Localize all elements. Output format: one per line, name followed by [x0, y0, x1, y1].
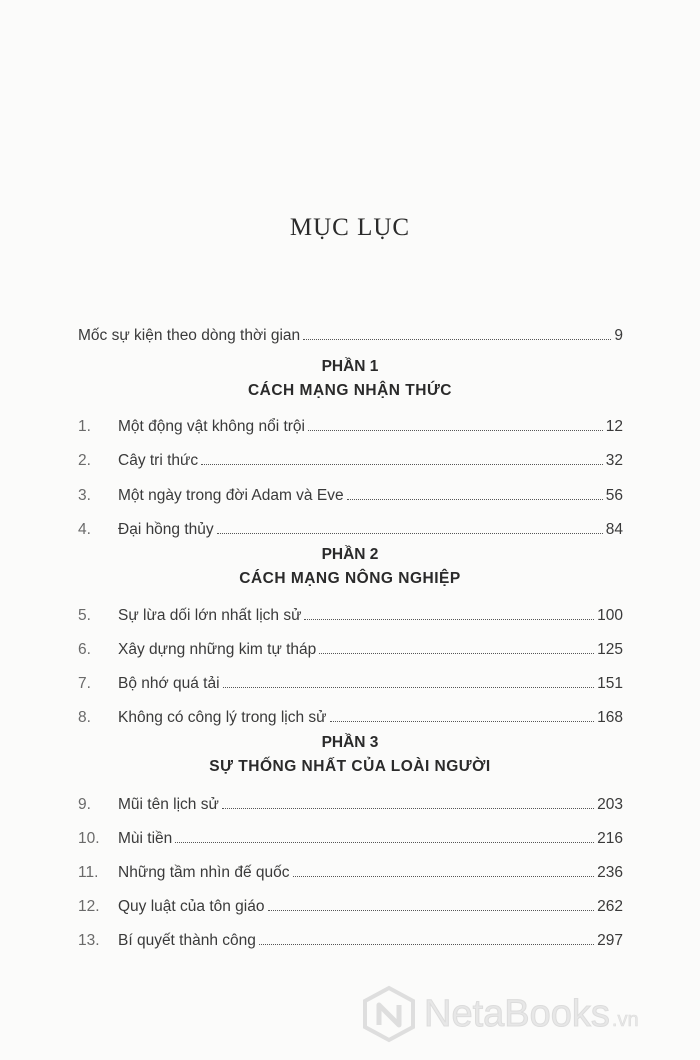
dot-leader [201, 464, 603, 465]
dot-leader [293, 876, 595, 877]
entry-title: Không có công lý trong lịch sử [118, 709, 327, 726]
toc-entry[interactable] [78, 669, 623, 693]
entry-title: Bí quyết thành công [118, 932, 256, 949]
dot-leader [217, 533, 603, 534]
entry-title: Mũi tên lịch sử [118, 796, 219, 813]
part-label: PHẦN 3 [321, 734, 379, 751]
toc-entry[interactable] [78, 824, 623, 848]
toc-entry[interactable] [78, 446, 623, 470]
entry-title: Mốc sự kiện theo dòng thời gian [78, 327, 301, 344]
part-label: PHẦN 1 [321, 358, 379, 375]
dot-leader [222, 808, 594, 809]
dot-leader [304, 619, 594, 620]
netabooks-logo-icon [360, 985, 418, 1043]
part-label: PHẦN 2 [321, 546, 379, 563]
entry-title: Đại hồng thủy [118, 521, 214, 538]
watermark [360, 985, 639, 1043]
entry-title: Một động vật không nổi trội [118, 418, 305, 435]
dot-leader [268, 910, 595, 911]
toc-entry[interactable] [78, 635, 623, 659]
entry-number: 7. [78, 675, 91, 692]
entry-page: 100 [597, 607, 623, 624]
entry-page: 168 [597, 709, 623, 726]
entry-page: 12 [605, 418, 623, 435]
part-title: CÁCH MẠNG NÔNG NGHIỆP [239, 570, 461, 587]
dot-leader [303, 339, 611, 340]
toc-entry[interactable] [78, 703, 623, 727]
dot-leader [223, 687, 595, 688]
entry-page: 9 [614, 327, 623, 344]
entry-number: 13. [78, 932, 100, 949]
page-title: MỤC LỤC [289, 214, 411, 241]
entry-page: 297 [597, 932, 623, 949]
entry-page: 56 [605, 487, 623, 504]
entry-title: Cây tri thức [118, 452, 199, 469]
entry-page: 216 [597, 830, 623, 847]
entry-page: 151 [597, 675, 623, 692]
entry-number: 12. [78, 898, 100, 915]
entry-title: Những tầm nhìn đế quốc [118, 864, 290, 881]
toc-entry[interactable] [78, 515, 623, 539]
part-title: SỰ THỐNG NHẤT CỦA LOÀI NGƯỜI [209, 758, 491, 775]
entry-title: Quy luật của tôn giáo [118, 898, 265, 915]
dot-leader [330, 721, 595, 722]
entry-title: Xây dựng những kim tự tháp [118, 641, 317, 658]
entry-page: 84 [605, 521, 623, 538]
entry-number: 3. [78, 487, 91, 504]
watermark-tld: .vn [611, 1008, 639, 1031]
dot-leader [175, 842, 594, 843]
dot-leader [259, 944, 594, 945]
entry-page: 236 [597, 864, 623, 881]
entry-title: Sự lừa dối lớn nhất lịch sử [118, 607, 302, 624]
dot-leader [308, 430, 603, 431]
entry-number: 4. [78, 521, 91, 538]
entry-number: 1. [78, 418, 91, 435]
entry-number: 10. [78, 830, 100, 847]
part-title: CÁCH MẠNG NHẬN THỨC [247, 382, 453, 399]
entry-number: 6. [78, 641, 91, 658]
entry-number: 2. [78, 452, 91, 469]
toc-entry-timeline[interactable] [78, 321, 623, 345]
toc-entry[interactable] [78, 601, 623, 625]
entry-number: 8. [78, 709, 91, 726]
entry-page: 125 [597, 641, 623, 658]
entry-title: Mùi tiền [118, 830, 173, 847]
entry-page: 262 [597, 898, 623, 915]
toc-entry[interactable] [78, 412, 623, 436]
entry-number: 9. [78, 796, 91, 813]
entry-number: 11. [78, 864, 99, 881]
entry-number: 5. [78, 607, 91, 624]
entry-page: 32 [605, 452, 623, 469]
toc-entry[interactable] [78, 892, 623, 916]
toc-entry[interactable] [78, 926, 623, 950]
toc-entry[interactable] [78, 481, 623, 505]
watermark-brand: NetaBooks [424, 992, 610, 1035]
entry-title: Bộ nhớ quá tải [118, 675, 220, 692]
dot-leader [319, 653, 594, 654]
entry-title: Một ngày trong đời Adam và Eve [118, 487, 344, 504]
toc-entry[interactable] [78, 790, 623, 814]
dot-leader [347, 499, 603, 500]
toc-entry[interactable] [78, 858, 623, 882]
entry-page: 203 [597, 796, 623, 813]
